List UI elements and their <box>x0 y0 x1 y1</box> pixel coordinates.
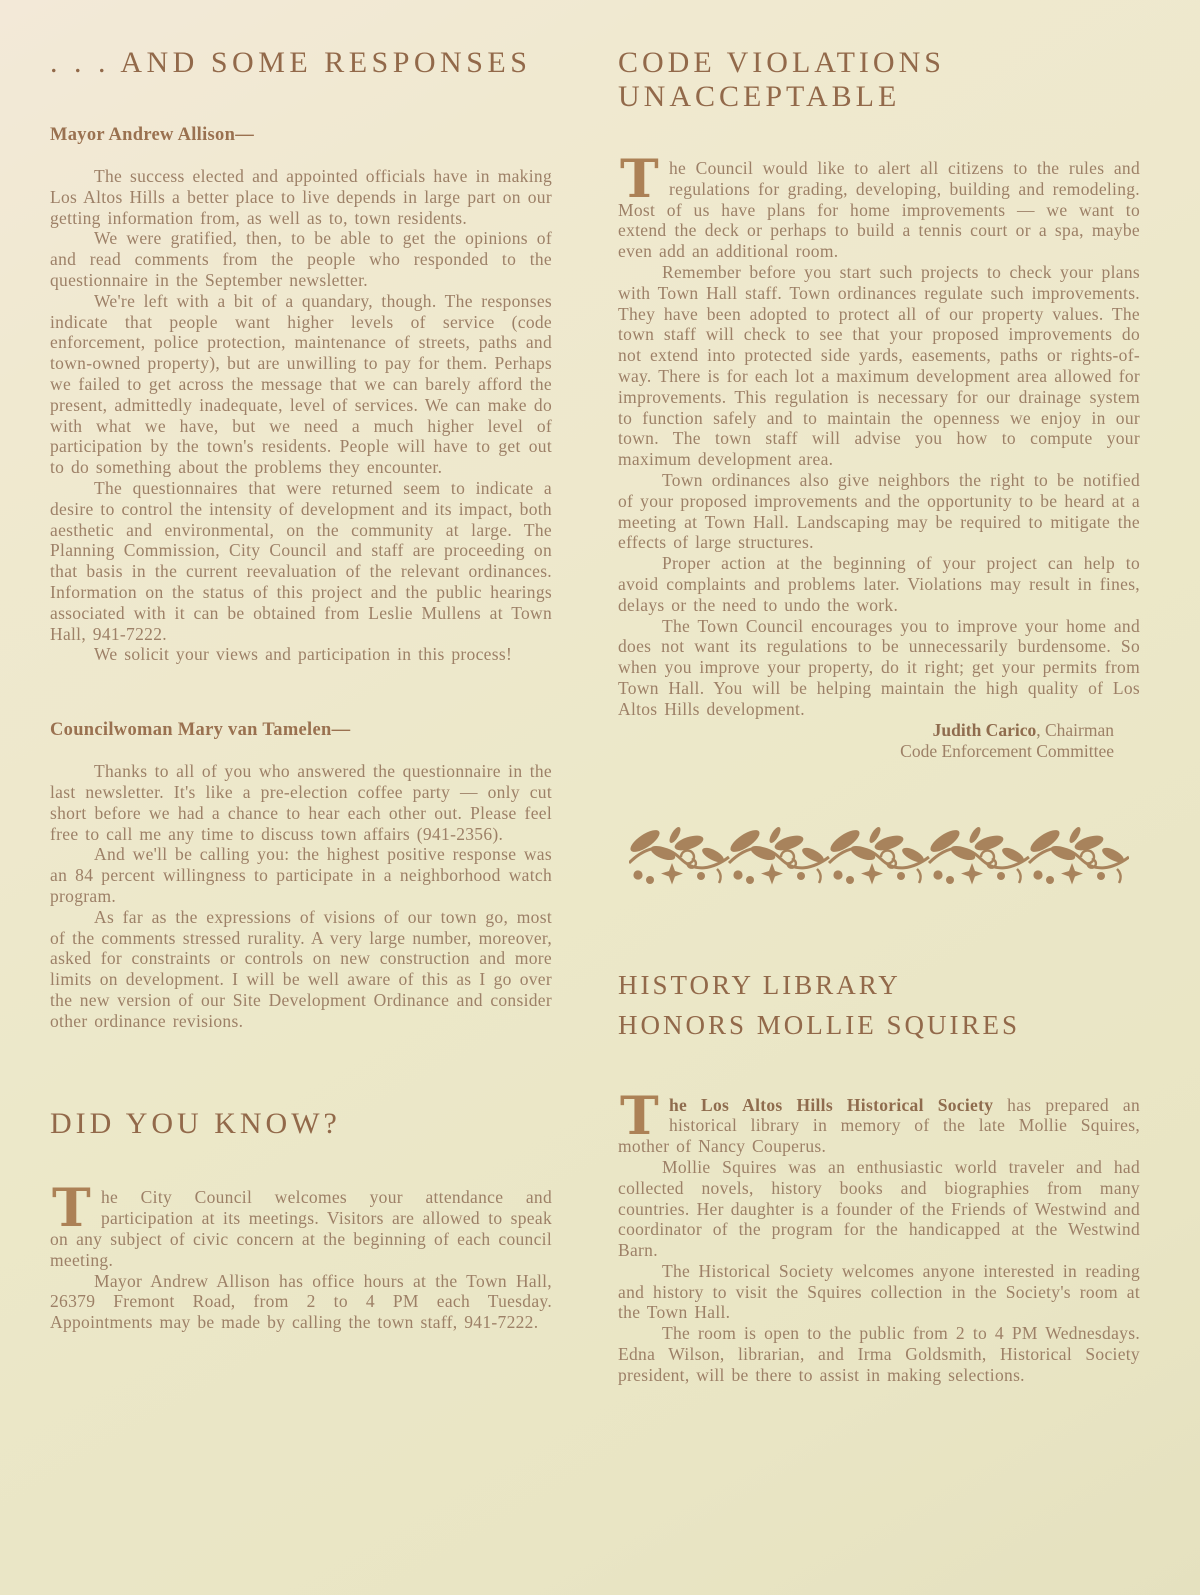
paragraph: The Historical Society welcomes anyone interested in reading and history to visit the Squires collection in the Society's room at the Town Hall. <box>618 1260 1140 1323</box>
floral-vine-divider-icon <box>618 823 1140 889</box>
signature-line-1 <box>618 720 1114 742</box>
paragraph-text: has prepared an historical library in memory of the late Mollie Squires, mother of Nancy Couperus. <box>618 1094 1140 1157</box>
paragraph: Proper action at the beginning of your project can help to avoid complaints and problems later. Violations may result in fines, delays or the need to undo the work. <box>618 553 1140 615</box>
paragraph-text: he City Council welcomes your attendance and participation at its meetings. Visitors are allowed to speak on any subject of civic concern at the beginning of each council meeting. <box>50 1187 552 1270</box>
signature-line-2: Code Enforcement Committee <box>900 741 1114 762</box>
paragraph-text: he Council would like to alert all citizens to the rules and regulations for grading, developing, building and remodeling. Most of us have plans for home improvements — we want to extend the deck or perhaps to build a tennis court or a spa, maybe even add an additional room. <box>618 158 1140 262</box>
paragraph: Remember before you start such projects to check your plans with Town Hall staff. Town ordinances regulate such improvements. They have been adopted to protect all of our property values. The town staff will check to see that your proposed improvements do not extend into protected side yards, easements, paths or rights-of-way. There is for each lot a maximum development area allowed for improvements. This regulation is necessary for our drainage system to function safely and to maintain the openness we enjoy in our town. The town staff will advise you how to compute your maximum development area. <box>618 261 1140 470</box>
drop-cap-letter: T <box>52 1178 91 1240</box>
drop-cap-letter: T <box>620 1085 659 1147</box>
paragraph: We were gratified, then, to be able to get the opinions of and read comments from the people who responded to the questionnaire in the September newsletter. <box>50 228 552 290</box>
paragraph: The room is open to the public from 2 to 4 PM Wednesdays. Edna Wilson, librarian, and Irma Goldsmith, Historical Society president, will be there to assist in making selections. <box>618 1323 1140 1385</box>
paragraph: And we'll be calling you: the highest positive response was an 84 percent willingness to participate in a neighborhood watch program. <box>50 844 552 906</box>
heading-did-you-know: DID YOU KNOW? <box>50 1107 341 1141</box>
drop-cap-letter: T <box>620 149 659 210</box>
paragraph: Town ordinances also give neighbors the right to be notified of your proposed improvements and the opportunity to be heard at a meeting at Town Hall. Landscaping may be required to mitigate the effects of large structures. <box>618 469 1140 553</box>
signature-block <box>618 720 1140 763</box>
byline-mayor-andrew-allison: Mayor Andrew Allison— <box>50 125 255 145</box>
paragraph: The success elected and appointed officials have in making Los Altos Hills a better place to live depends in large part on our getting information from, as well as to, town residents. <box>50 166 552 228</box>
paragraph: We solicit your views and participation in this process! <box>94 644 513 665</box>
byline-councilwoman-van-tamelen: Councilwoman Mary van Tamelen— <box>50 720 351 741</box>
heading-history-library <box>618 965 1140 1045</box>
heading-code-violations: CODE VIOLATIONS UNACCEPTABLE <box>618 46 945 113</box>
paragraph-with-dropcap <box>50 1178 552 1270</box>
signature-name: Judith Carico <box>932 719 1037 740</box>
paragraph: Mayor Andrew Allison has office hours at the Town Hall, 26379 Fremont Road, from 2 to 4 PM each Tuesday. Appointments may be made by calling the town staff, 941-7222. <box>50 1270 552 1333</box>
paragraph: We're left with a bit of a quandary, though. The responses indicate that people want higher levels of service (code enforcement, police protection, maintenance of streets, paths and town-owned property), but are unwilling to pay for them. Perhaps we failed to get across the message that we can barely afford the present, admittedly inadequate, level of services. We can make do with what we have, but we need a much higher level of participation by the town's residents. People will have to get out to do something about the problems they encounter. <box>50 290 552 478</box>
paragraph-bold-lead: he Los Altos Hills Historical Society <box>669 1094 994 1115</box>
signature-role: , Chairman <box>1036 719 1114 740</box>
paragraph-with-dropcap <box>618 149 1140 262</box>
left-column <box>50 46 552 1333</box>
right-column <box>618 46 1140 1386</box>
paragraph: The Town Council encourages you to improve your home and does not want its regulations to be unnecessarily burdensome. So when you improve your property, do it right; get your permits from Town Hall. You will be helping maintain the high quality of Los Altos Hills development. <box>618 615 1140 719</box>
heading-line-1: HISTORY LIBRARY <box>618 969 901 1000</box>
paragraph: As far as the expressions of visions of our town go, most of the comments stressed rurality. A very large number, moreover, asked for constraints or controls on new construction and more limits on development. I will be well aware of this as I go over the new version of our Site Development Ordinance and consider other ordinance revisions. <box>50 906 552 1031</box>
heading-and-some-responses: . . . AND SOME RESPONSES <box>50 46 532 79</box>
heading-line-2: HONORS MOLLIE SQUIRES <box>618 1009 1021 1040</box>
paragraph: The questionnaires that were returned seem to indicate a desire to control the intensity of development and its impact, both aesthetic and environmental, on the community at large. The Planning Commission, City Council and staff are proceeding on that basis in the current reevaluation of the relevant ordinances. Information on the status of this project and the public hearings associated with it can be obtained from Leslie Mullens at Town Hall, 941-7222. <box>50 477 552 644</box>
paragraph-with-dropcap <box>618 1085 1140 1157</box>
paragraph: Thanks to all of you who answered the questionnaire in the last newsletter. It's like a pre-election coffee party — only cut short before we had a chance to hear each other out. Please feel free to call me any time to discuss town affairs (941-2356). <box>50 761 552 844</box>
paragraph: Mollie Squires was an enthusiastic world traveler and had collected novels, history books and biographies from many countries. Her daughter is a founder of the Friends of Westwind and coordinator of the program for the handicapped at the Westwind Barn. <box>618 1156 1140 1261</box>
